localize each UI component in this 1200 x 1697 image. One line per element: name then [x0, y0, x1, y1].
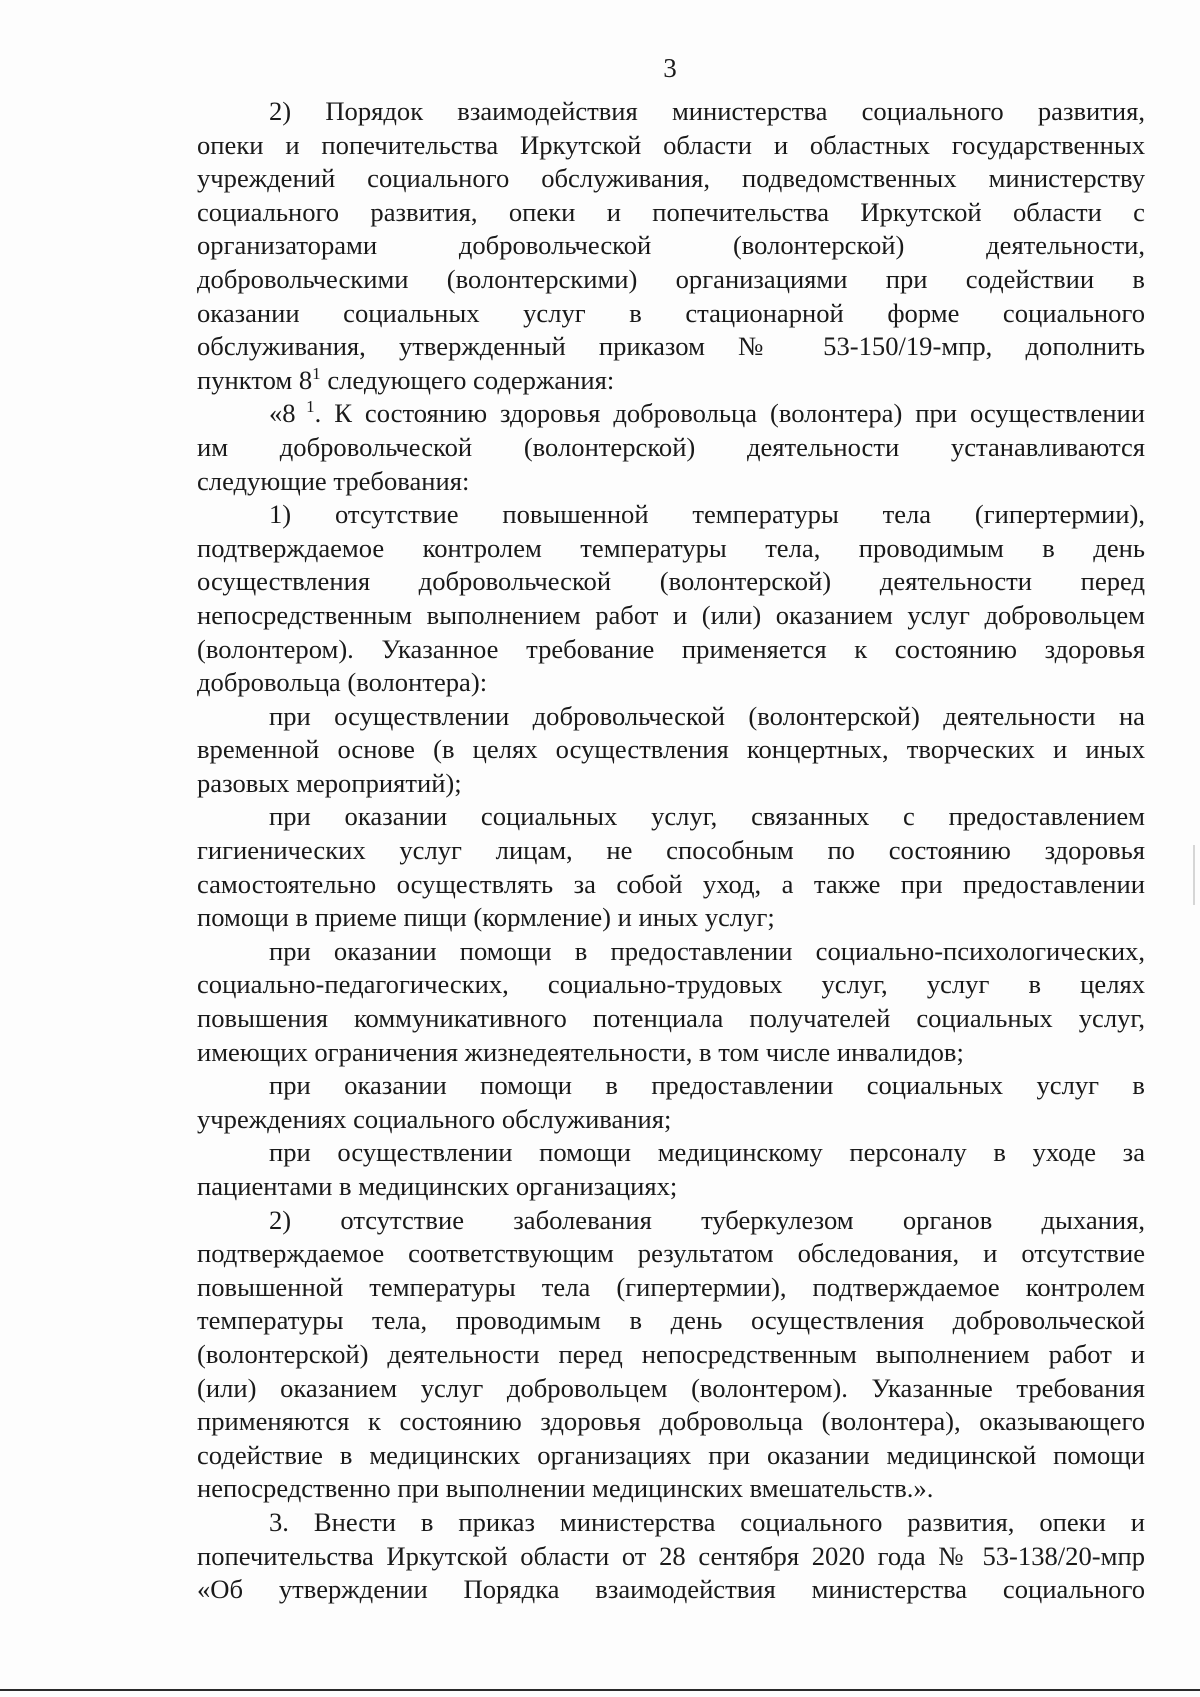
- text-line: [197, 633, 1145, 667]
- line-text: при оказании социальных услуг, связанных с предоставлением: [269, 801, 1145, 832]
- line-text: гигиенических услуг лицам, не способным по состоянию здоровья: [197, 835, 1145, 866]
- line-text: повышения коммуникативного потенциала получателей социальных услуг,: [197, 1003, 1145, 1034]
- line-text: опеки и попечительства Иркутской области и областных государственных: [197, 129, 1145, 160]
- line-text: «8: [269, 398, 296, 429]
- text-line: [197, 1002, 1145, 1036]
- line-text: социального развития, опеки и попечительства Иркутской области с: [197, 196, 1145, 227]
- text-line: [197, 1405, 1145, 1439]
- text-line: [197, 565, 1145, 599]
- line-text: применяются к состоянию здоровья добровольца (волонтера), оказывающего: [197, 1406, 1145, 1437]
- text-line: [197, 1069, 1145, 1103]
- text-line: [197, 397, 1145, 431]
- scan-edge-mark: [1193, 845, 1195, 905]
- text-line: [197, 532, 1145, 566]
- line-text: учреждений социального обслуживания, подведомственных министерству: [197, 163, 1145, 194]
- text-line: [197, 800, 1145, 834]
- line-text: «Об утверждении Порядка взаимодействия министерства социального: [197, 1574, 1145, 1605]
- line-text: подтверждаемое соответствующим результатом обследования, и отсутствие: [197, 1238, 1145, 1269]
- line-text: добровольческими (волонтерскими) организациями при содействии в: [197, 263, 1145, 294]
- text-line: [197, 364, 1145, 398]
- text-line: [197, 1204, 1145, 1238]
- line-text: обслуживания, утвержденный приказом № 53-150/19-мпр, дополнить: [197, 331, 1145, 362]
- line-text: помощи в приеме пищи (кормление) и иных услуг;: [197, 902, 775, 933]
- text-line: [197, 297, 1145, 331]
- line-text: пациентами в медицинских организациях;: [197, 1171, 678, 1201]
- line-text-continued: следующего содержания:: [320, 364, 615, 395]
- bottom-scan-rule: [0, 1689, 1200, 1691]
- line-text: 2) отсутствие заболевания туберкулезом органов дыхания,: [269, 1204, 1145, 1235]
- page-number: 3: [663, 53, 677, 83]
- text-line: [197, 1036, 1145, 1070]
- text-line: [197, 465, 1145, 499]
- text-line: [197, 95, 1145, 129]
- text-line: [197, 599, 1145, 633]
- line-text: подтверждаемое контролем температуры тела, проводимым в день: [197, 532, 1145, 563]
- text-line: [197, 767, 1145, 801]
- text-line: [197, 1304, 1145, 1338]
- line-text: оказании социальных услуг в стационарной форме социального: [197, 297, 1145, 328]
- line-text: (или) оказанием услуг добровольцем (волонтером). Указанные требования: [197, 1372, 1145, 1403]
- text-line: [197, 1103, 1145, 1137]
- line-text: температуры тела, проводимым в день осуществления добровольческой: [197, 1305, 1145, 1336]
- text-line: [197, 431, 1145, 465]
- text-line: [197, 834, 1145, 868]
- text-line: [197, 1540, 1145, 1574]
- line-text: 2) Порядок взаимодействия министерства социального развития,: [269, 96, 1145, 126]
- text-line: [197, 1472, 1145, 1506]
- line-text: разовых мероприятий);: [197, 767, 462, 798]
- superscript: 1: [312, 363, 321, 383]
- line-text: имеющих ограничения жизнедеятельности, в том числе инвалидов;: [197, 1036, 964, 1067]
- text-line: [197, 1573, 1145, 1607]
- line-text: попечительства Иркутской области от 28 сентября 2020 года № 53-138/20-мпр: [197, 1540, 1145, 1571]
- line-text: социально-педагогических, социально-трудовых услуг, услуг в целях: [197, 969, 1145, 1000]
- line-text: пунктом 8: [197, 364, 313, 395]
- line-text: (волонтерской) деятельности перед непосредственным выполнением работ и: [197, 1338, 1145, 1369]
- text-line: [197, 1237, 1145, 1271]
- line-text: при осуществлении помощи медицинскому персоналу в уходе за: [269, 1137, 1145, 1168]
- text-line: [197, 1439, 1145, 1473]
- line-text: осуществления добровольческой (волонтерской) деятельности перед: [197, 566, 1145, 597]
- document-body: [197, 95, 1145, 1607]
- text-line: [197, 196, 1145, 230]
- text-line: [197, 1338, 1145, 1372]
- text-line: [197, 229, 1145, 263]
- superscript: 1: [295, 397, 315, 417]
- text-line: [197, 733, 1145, 767]
- text-line: [197, 868, 1145, 902]
- line-text: непосредственным выполнением работ и (или) оказанием услуг добровольцем: [197, 599, 1145, 630]
- text-line: [197, 1372, 1145, 1406]
- text-line: [197, 1271, 1145, 1305]
- line-text: временной основе (в целях осуществления концертных, творческих и иных: [197, 734, 1145, 765]
- line-text: добровольца (волонтера):: [197, 667, 488, 698]
- line-text: следующие требования:: [197, 465, 470, 496]
- line-text: 3. Внести в приказ министерства социального развития, опеки и: [269, 1506, 1145, 1537]
- line-text: 1) отсутствие повышенной температуры тела (гипертермии),: [269, 499, 1145, 530]
- text-line: [197, 1136, 1145, 1170]
- line-text: непосредственно при выполнении медицинских вмешательств.».: [197, 1473, 934, 1504]
- text-line: [197, 330, 1145, 364]
- text-line: [197, 968, 1145, 1002]
- text-line: [197, 1170, 1145, 1204]
- text-line: [197, 162, 1145, 196]
- line-text: организаторами добровольческой (волонтерской) деятельности,: [197, 230, 1145, 261]
- text-line: [197, 666, 1145, 700]
- line-text-continued: . К состоянию здоровья добровольца (волонтера) при осуществлении: [314, 398, 1146, 429]
- line-text: при осуществлении добровольческой (волонтерской) деятельности на: [269, 700, 1145, 731]
- text-line: [197, 700, 1145, 734]
- text-line: [197, 935, 1145, 969]
- text-line: [197, 263, 1145, 297]
- text-line: [197, 129, 1145, 163]
- text-line: [197, 1506, 1145, 1540]
- line-text: при оказании помощи в предоставлении социальных услуг в: [269, 1070, 1145, 1101]
- line-text: учреждениях социального обслуживания;: [197, 1103, 672, 1134]
- line-text: (волонтером). Указанное требование применяется к состоянию здоровья: [197, 633, 1145, 664]
- line-text: содействие в медицинских организациях при оказании медицинской помощи: [197, 1439, 1145, 1470]
- line-text: самостоятельно осуществлять за собой уход, а также при предоставлении: [197, 868, 1145, 899]
- text-line: [197, 498, 1145, 532]
- line-text: при оказании помощи в предоставлении социально-психологических,: [269, 935, 1145, 966]
- text-line: [197, 901, 1145, 935]
- line-text: повышенной температуры тела (гипертермии), подтверждаемое контролем: [197, 1271, 1145, 1302]
- line-text: им добровольческой (волонтерской) деятельности устанавливаются: [197, 431, 1145, 462]
